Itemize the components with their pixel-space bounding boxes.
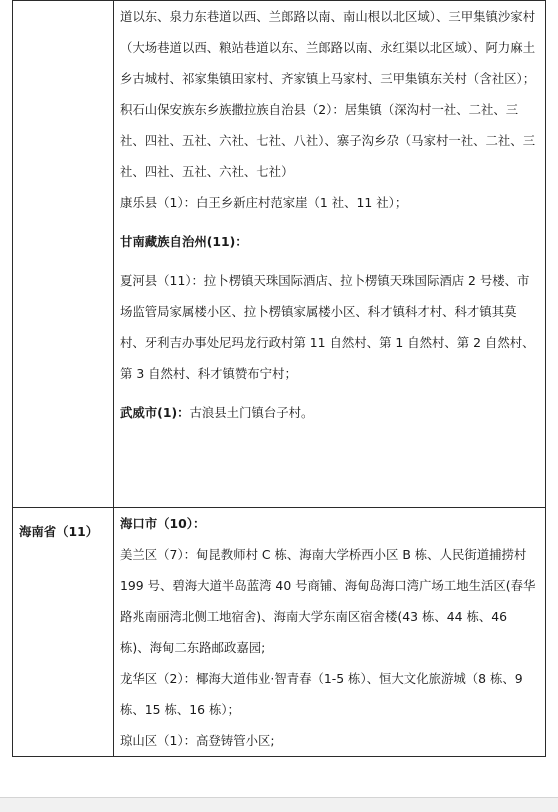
province-cell	[13, 508, 114, 757]
viewer-bottom-bar	[0, 797, 558, 812]
province-label	[19, 1, 113, 9]
area-paragraph	[120, 397, 539, 428]
area-paragraph: 琼山区（1）：高登铸管小区;	[120, 733, 275, 748]
spacer	[120, 389, 539, 397]
areas-cell	[114, 1, 546, 508]
prefecture-heading: 海口市（10）：	[120, 516, 206, 531]
area-paragraph: 积石山保安族东乡族撒拉族自治县（2）：居集镇（深沟村一社、二社、三社、四社、五社、六社、七社、八社）、寨子沟乡尕（马家村一社、二社、三社、四社、五社、六社、七社）	[120, 102, 536, 179]
area-paragraph: 美兰区（7）：甸昆教师村 C 栋、海南大学桥西小区 B 栋、人民街道捕捞村 199 号、碧海大道半岛蓝湾 40 号商铺、海甸岛海口湾广场工地生活区(春华路兆南丽湾北侧工地宿舍)、海南大学东南区宿舍楼(43 栋、44 栋、46 栋)、海甸二东路邮政嘉园;	[120, 547, 536, 655]
risk-area-table	[12, 0, 546, 757]
spacer	[120, 218, 539, 226]
table-row	[13, 508, 546, 757]
province-label: 海南省（11）	[19, 524, 99, 539]
table-row	[13, 1, 546, 508]
prefecture-heading: 甘南藏族自治州(11)：	[120, 234, 248, 249]
prefecture-heading: 武威市(1)：	[120, 405, 190, 420]
areas-cell	[114, 508, 546, 757]
province-cell	[13, 1, 114, 508]
area-paragraph: 夏河县（11）：拉卜楞镇天珠国际酒店、拉卜楞镇天珠国际酒店 2 号楼、市场监管局家属楼小区、拉卜楞镇家属楼小区、科才镇科才村、科才镇其莫村、牙利吉办事处尼玛龙行政村第 11 自然村、第 1 自然村、第 2 自然村、第 3 自然村、科才镇赞布宁村；	[120, 273, 535, 381]
area-text: 古浪县土门镇台子村。	[189, 405, 314, 420]
area-paragraph: 龙华区（2）：椰海大道伟业·智青春（1-5 栋）、恒大文化旅游城（8 栋、9 栋、15 栋、16 栋）；	[120, 671, 523, 717]
area-paragraph: 康乐县（1）：白王乡新庄村范家崖（1 社、11 社）；	[120, 195, 408, 210]
spacer	[120, 257, 539, 265]
area-paragraph: 道以东、泉力东巷道以西、兰郎路以南、南山根以北区域）、三甲集镇沙家村（大场巷道以西、粮站巷道以东、兰郎路以南、永红渠以北区域）、阿力麻土乡古城村、祁家集镇田家村、齐家镇上马家村、三甲集镇东关村（含社区）；	[120, 9, 536, 86]
